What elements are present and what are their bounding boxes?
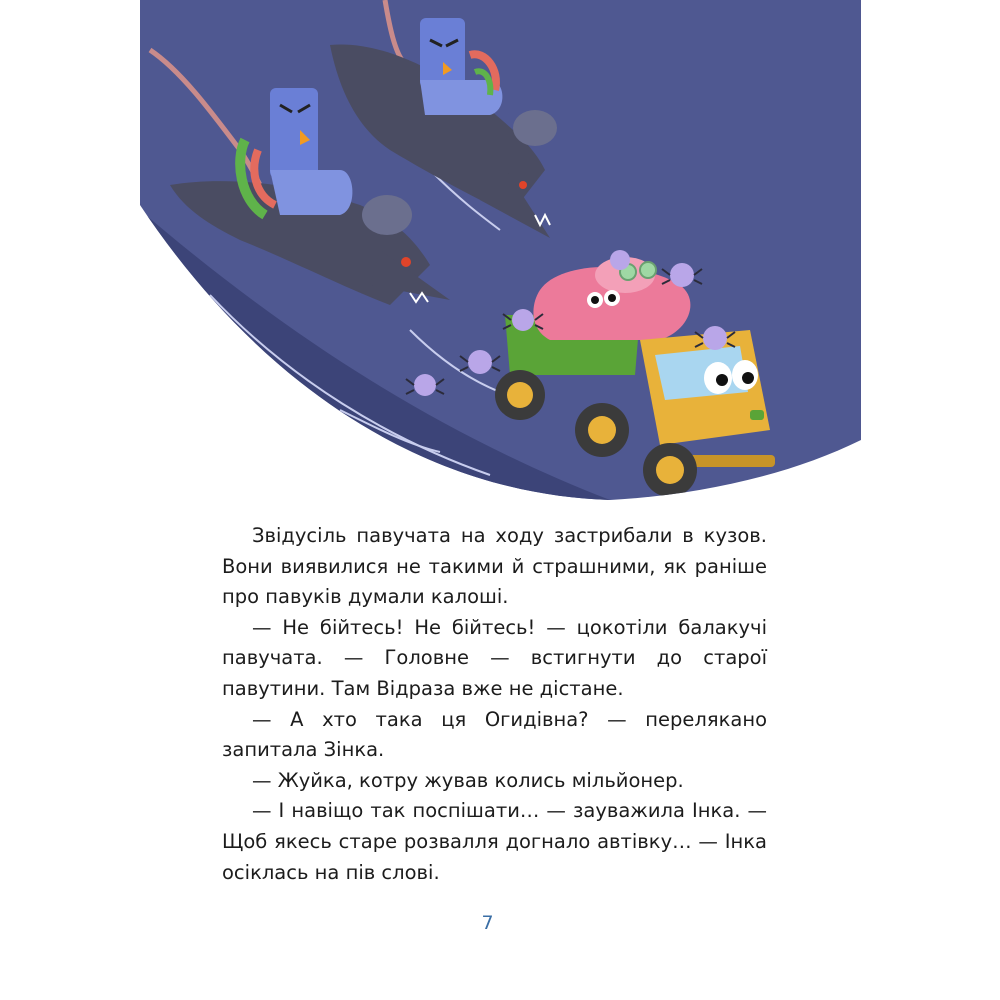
paragraph: — Жуйка, котру жував колись мільйонер. bbox=[252, 768, 684, 792]
chase-illustration bbox=[140, 0, 861, 500]
paragraph: — Не бійтесь! Не бійтесь! — цокотіли балакучі павучата. — Головне — встигнути до старої павутини. Там Відраза вже не дістане. bbox=[222, 615, 767, 700]
story-text bbox=[222, 521, 767, 888]
paragraph: — А хто така ця Огидівна? — перелякано запитала Зінка. bbox=[222, 707, 767, 762]
paragraph: — І навіщо так поспішати… — зауважила Інка. — Щоб якесь старе розвалля догнало автівку… — Інка осіклась на пів слові. bbox=[222, 799, 767, 884]
page-number: 7 bbox=[481, 912, 494, 934]
paragraph: Звідусіль павучата на ходу застрибали в кузов. Вони виявилися не такими й страшними, як раніше про павуків думали калоші. bbox=[222, 524, 767, 609]
